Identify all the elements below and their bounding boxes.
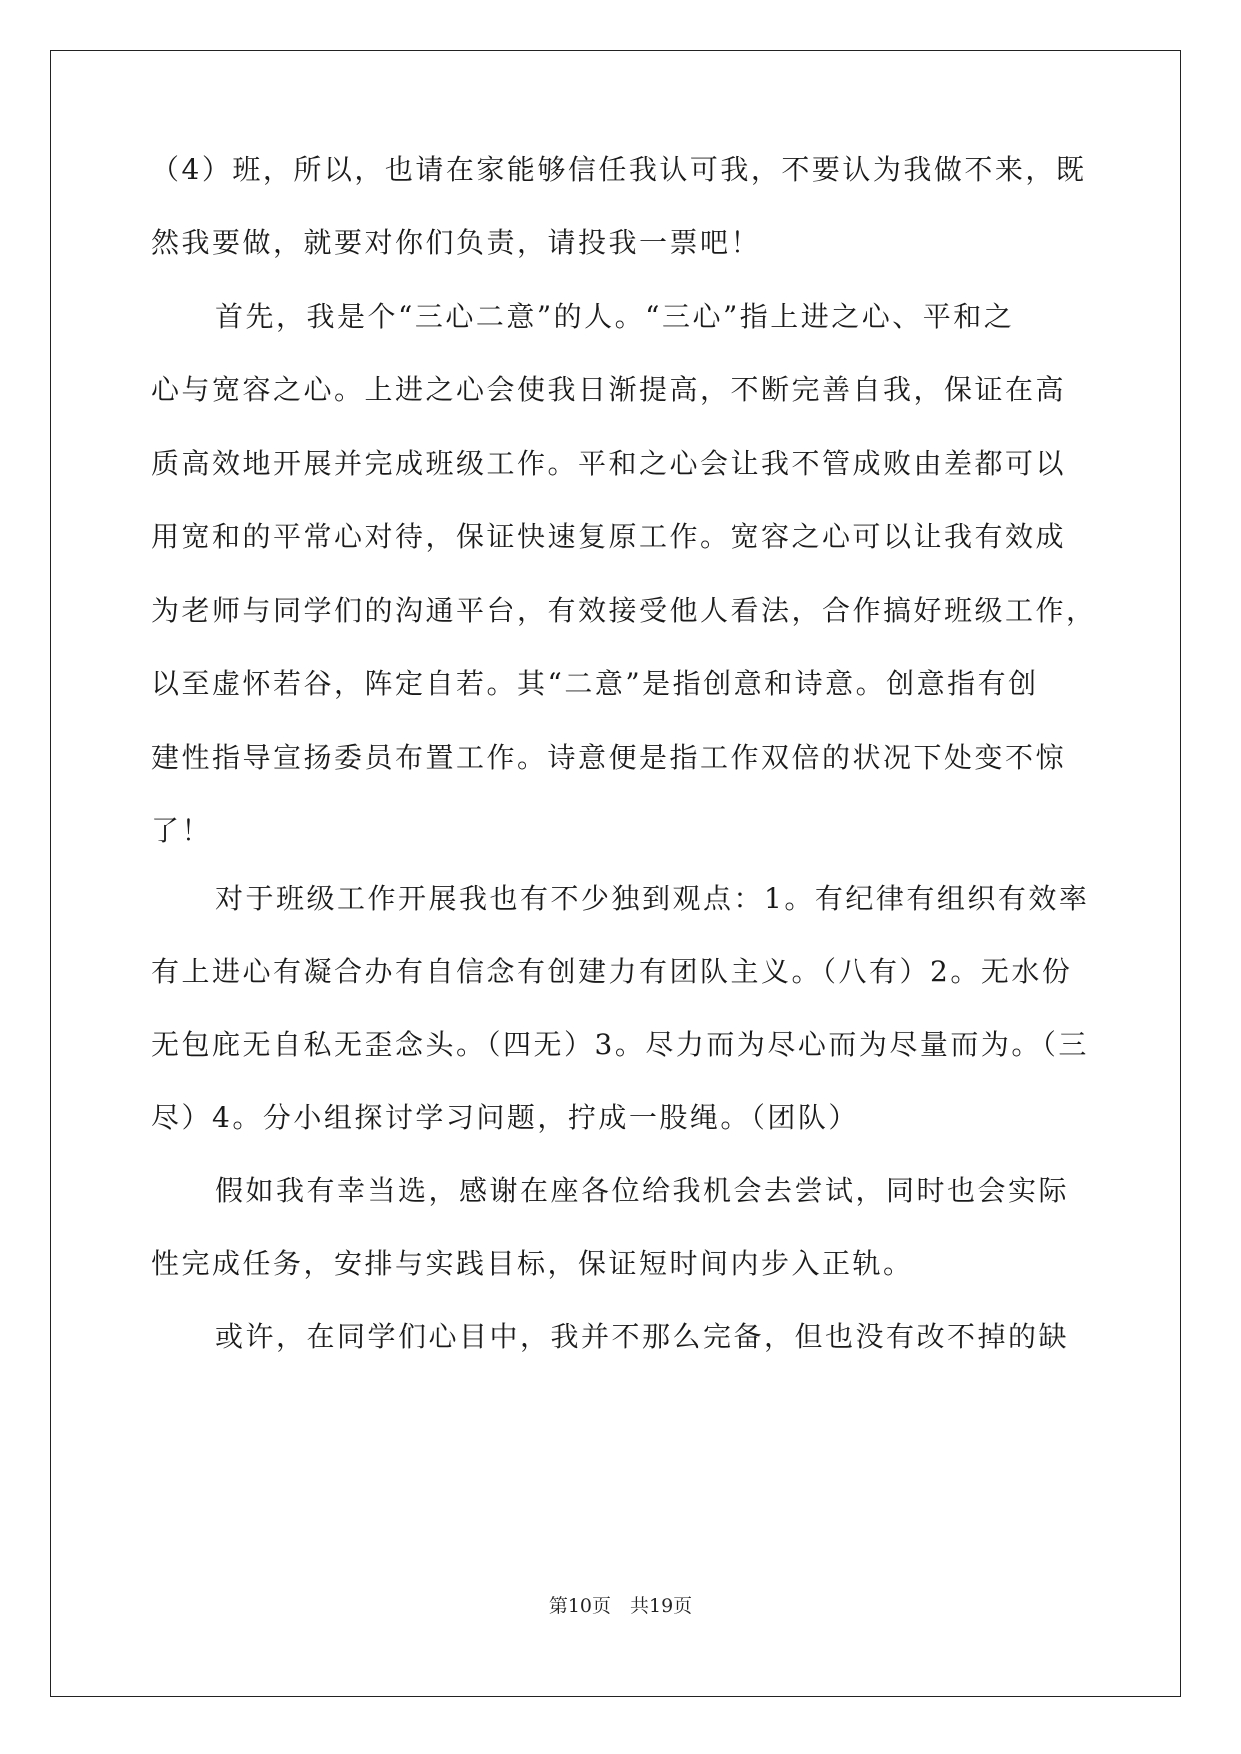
page-number-footer: 第10页 共19页 <box>548 1595 693 1617</box>
text-line: 然我要做，就要对你们负责，请投我一票吧！ <box>151 226 762 259</box>
text-line: 心与宽容之心。上进之心会使我日渐提高，不断完善自我，保证在高 <box>151 373 1067 406</box>
text-line: 或许，在同学们心目中，我并不那么完备，但也没有改不掉的缺 <box>215 1320 1070 1353</box>
text-line: 为老师与同学们的沟通平台，有效接受他人看法，合作搞好班级工作， <box>151 594 1097 627</box>
text-line: 质高效地开展并完成班级工作。平和之心会让我不管成败由差都可以 <box>151 447 1067 480</box>
text-line: 无包庇无自私无歪念头。（四无）3。尽力而为尽心而为尽量而为。（三 <box>151 1028 1089 1061</box>
text-line: （4）班，所以，也请在家能够信任我认可我，不要认为我做不来，既 <box>151 153 1087 186</box>
text-line: 有上进心有凝合办有自信念有创建力有团队主义。（八有）2。无水份 <box>151 955 1073 988</box>
text-line: 用宽和的平常心对待，保证快速复原工作。宽容之心可以让我有效成 <box>151 520 1067 553</box>
text-line: 性完成任务，安排与实践目标，保证短时间内步入正轨。 <box>151 1247 914 1280</box>
text-line: 了！ <box>151 814 213 847</box>
text-line: 假如我有幸当选，感谢在座各位给我机会去尝试，同时也会实际 <box>215 1174 1070 1207</box>
text-line: 尽）4。分小组探讨学习问题，拧成一股绳。（团队） <box>151 1101 859 1134</box>
text-line: 首先，我是个“三心二意”的人。“三心”指上进之心、平和之 <box>215 300 1015 333</box>
text-line: 建性指导宣扬委员布置工作。诗意便是指工作双倍的状况下处变不惊 <box>151 741 1067 774</box>
text-line: 对于班级工作开展我也有不少独到观点：1。有纪律有组织有效率 <box>215 882 1090 915</box>
text-line: 以至虚怀若谷，阵定自若。其“二意”是指创意和诗意。创意指有创 <box>151 667 1039 700</box>
